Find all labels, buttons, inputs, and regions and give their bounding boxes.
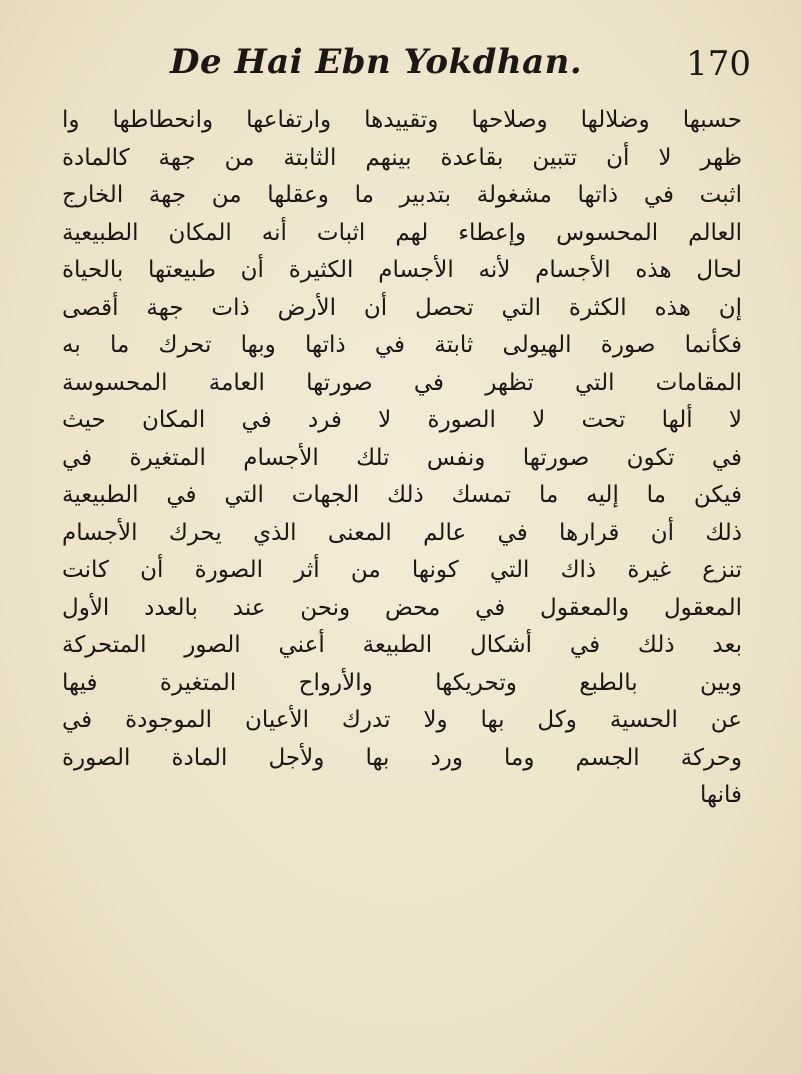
text-line: فكأنما صورة الهيولى ثابتة في ذاتها وبها تحرك ما به — [62, 332, 742, 358]
arabic-text-block — [62, 102, 742, 1032]
text-line: لحال هذه الأجسام لأنه الأجسام الكثيرة أن طبيعتها بالحياة — [62, 257, 742, 283]
text-line: تنزع غيرة ذاك التي كونها من أثر الصورة أن كانت — [62, 557, 742, 583]
text-line: المقامات التي تظهر في صورتها العامة المحسوسة — [62, 369, 742, 396]
text-line: ذلك أن قرارها في عالم المعنى الذي يحرك الأجسام — [62, 519, 742, 546]
text-line: وبين بالطبع وتحريكها والأرواح المتغيرة فيها — [62, 669, 742, 696]
text-line: في تكون صورتها ونفس تلك الأجسام المتغيرة في — [62, 444, 742, 471]
running-title: De Hai Ebn Yokdhan. — [170, 42, 583, 82]
text-line: ظهر لا أن تتبين بقاعدة بينهم الثابتة من جهة كالمادة — [62, 144, 742, 171]
text-line: إن هذه الكثرة التي تحصل أن الأرض ذات جهة أقصى — [62, 294, 742, 321]
text-line: حسبها وضلالها وصلاحها وتقييدها وارتفاعها وانحطاطها وا — [62, 107, 742, 133]
text-line: عن الحسية وكل بها ولا تدرك الأعيان الموجودة في — [62, 707, 742, 733]
text-line: بعد ذلك في أشكال الطبيعة أعني الصور المتحركة — [62, 632, 742, 658]
text-line-catchword: فانها — [699, 782, 742, 808]
text-line: العالم المحسوس وإعطاء لهم اثبات أنه المكان الطبيعية — [62, 219, 742, 246]
text-line: المعقول والمعقول في محض ونحن عند بالعدد الأول — [62, 594, 742, 621]
text-line: وحركة الجسم وما ورد بها ولأجل المادة الصورة — [62, 744, 742, 771]
text-line: اثبت في ذاتها مشغولة بتدبير ما وعقلها من جهة الخارج — [62, 182, 742, 208]
running-head — [60, 40, 751, 88]
text-line: فيكن ما إليه ما تمسك ذلك الجهات التي في الطبيعية — [62, 482, 742, 508]
page-number: 170 — [686, 44, 751, 84]
text-line: لا ألها تحت لا الصورة لا فرد في المكان حيث — [62, 407, 742, 433]
